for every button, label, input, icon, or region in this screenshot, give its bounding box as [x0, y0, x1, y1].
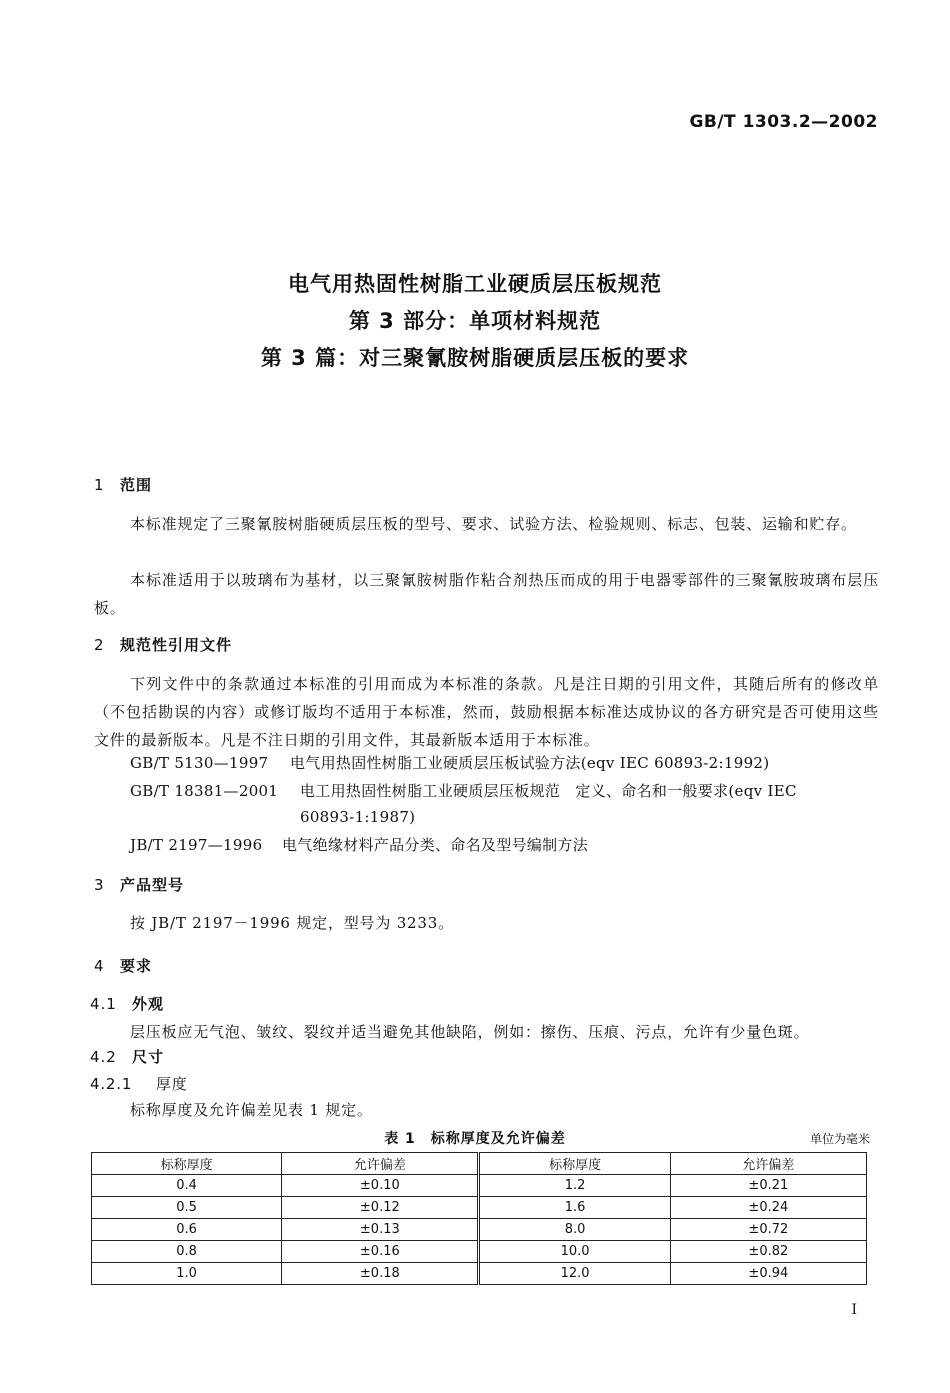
reference-item	[130, 778, 797, 804]
section-title: 外观	[132, 995, 165, 1013]
section-number: 1	[94, 476, 105, 494]
reference-item	[130, 750, 769, 776]
reference-title: 电工用热固性树脂工业硬质层压板规范 定义、命名和一般要求(eqv IEC	[300, 782, 797, 800]
section-2-heading	[94, 634, 232, 655]
section-1-paragraph-2: 本标准适用于以玻璃布为基材，以三聚氰胺树脂作粘合剂热压而成的用于电器零部件的三聚氰胺玻璃布层压板。	[94, 571, 879, 617]
table-cell: ±0.82	[670, 1241, 866, 1263]
table-cell: ±0.13	[282, 1219, 479, 1241]
reference-title: 电气绝缘材料产品分类、命名及型号编制方法	[282, 836, 589, 854]
table-cell: ±0.21	[670, 1175, 866, 1197]
table-cell: 1.6	[479, 1197, 670, 1219]
reference-title: 电气用热固性树脂工业硬质层压板试验方法(eqv IEC 60893-2:1992)	[290, 754, 770, 772]
table-cell: 10.0	[479, 1241, 670, 1263]
section-title: 规范性引用文件	[120, 636, 233, 654]
column-header: 标称厚度	[479, 1153, 670, 1175]
section-1-heading	[94, 474, 152, 495]
subsection-4-2-heading	[90, 1046, 164, 1067]
column-header: 允许偏差	[282, 1153, 479, 1175]
section-4-heading	[94, 955, 152, 976]
section-number: 3	[94, 876, 105, 894]
table-cell: ±0.16	[282, 1241, 479, 1263]
subsection-4-1-paragraph: 层压板应无气泡、皱纹、裂纹并适当避免其他缺陷，例如：擦伤、压痕、污点，允许有少量色斑。	[130, 1023, 810, 1041]
table-row	[92, 1263, 867, 1285]
table-cell: ±0.12	[282, 1197, 479, 1219]
section-1-paragraph-1: 本标准规定了三聚氰胺树脂硬质层压板的型号、要求、试验方法、检验规则、标志、包装、运输和贮存。	[130, 515, 857, 533]
column-header: 允许偏差	[670, 1153, 866, 1175]
table-cell: ±0.72	[670, 1219, 866, 1241]
column-header: 标称厚度	[92, 1153, 282, 1175]
table-row	[92, 1197, 867, 1219]
table-cell: ±0.18	[282, 1263, 479, 1285]
section-3-paragraph-1: 按 JB/T 2197－1996 规定，型号为 3233。	[130, 914, 454, 932]
thickness-table	[91, 1152, 867, 1285]
table-header-row	[92, 1153, 867, 1175]
reference-item	[130, 832, 588, 858]
standard-code: GB/T 1303.2—2002	[689, 112, 878, 132]
table-cell: ±0.10	[282, 1175, 479, 1197]
table-row	[92, 1241, 867, 1263]
section-title: 范围	[120, 476, 153, 494]
subsection-4-1-heading	[90, 993, 164, 1014]
table-cell: 8.0	[479, 1219, 670, 1241]
reference-code: JB/T 2197—1996	[130, 836, 263, 854]
reference-title-continued: 60893-1:1987)	[300, 808, 416, 826]
section-3-heading	[94, 874, 184, 895]
section-title: 尺寸	[132, 1048, 165, 1066]
section-title: 要求	[120, 957, 153, 975]
table-cell: 0.5	[92, 1197, 282, 1219]
section-number: 2	[94, 636, 105, 654]
table-cell: 1.0	[92, 1263, 282, 1285]
section-number: 4.2	[90, 1048, 117, 1066]
table-unit: 单位为毫米	[809, 1132, 870, 1146]
page-number: I	[851, 1302, 857, 1318]
doc-title-line3: 第 3 篇：对三聚氰胺树脂硬质层压板的要求	[260, 346, 690, 370]
table-cell: ±0.94	[670, 1263, 866, 1285]
subsection-4-2-1-heading	[90, 1073, 188, 1094]
table-row	[92, 1219, 867, 1241]
table-cell: 0.8	[92, 1241, 282, 1263]
section-title: 厚度	[156, 1075, 188, 1093]
doc-title-line1: 电气用热固性树脂工业硬质层压板规范	[288, 272, 662, 296]
reference-code: GB/T 5130—1997	[130, 754, 269, 772]
reference-code: GB/T 18381—2001	[130, 782, 279, 800]
section-number: 4.1	[90, 995, 117, 1013]
section-number: 4	[94, 957, 105, 975]
table-cell: 0.4	[92, 1175, 282, 1197]
section-title: 产品型号	[120, 876, 185, 894]
table-cell: 1.2	[479, 1175, 670, 1197]
subsection-4-2-1-paragraph: 标称厚度及允许偏差见表 1 规定。	[130, 1101, 373, 1119]
table-caption: 表 1 标称厚度及允许偏差	[384, 1131, 566, 1147]
section-number: 4.2.1	[90, 1075, 133, 1093]
doc-title-line2: 第 3 部分：单项材料规范	[348, 309, 602, 333]
table-row	[92, 1175, 867, 1197]
table-cell: 12.0	[479, 1263, 670, 1285]
table-cell: 0.6	[92, 1219, 282, 1241]
table-cell: ±0.24	[670, 1197, 866, 1219]
section-2-paragraph-1: 下列文件中的条款通过本标准的引用而成为本标准的条款。凡是注日期的引用文件，其随后所有的修改单（不包括勘误的内容）或修订版均不适用于本标准，然而，鼓励根据本标准达成协议的各方研究是否可使用这些文件的最新版本。凡是不注日期的引用文件，其最新版本适用于本标准。	[94, 675, 879, 749]
